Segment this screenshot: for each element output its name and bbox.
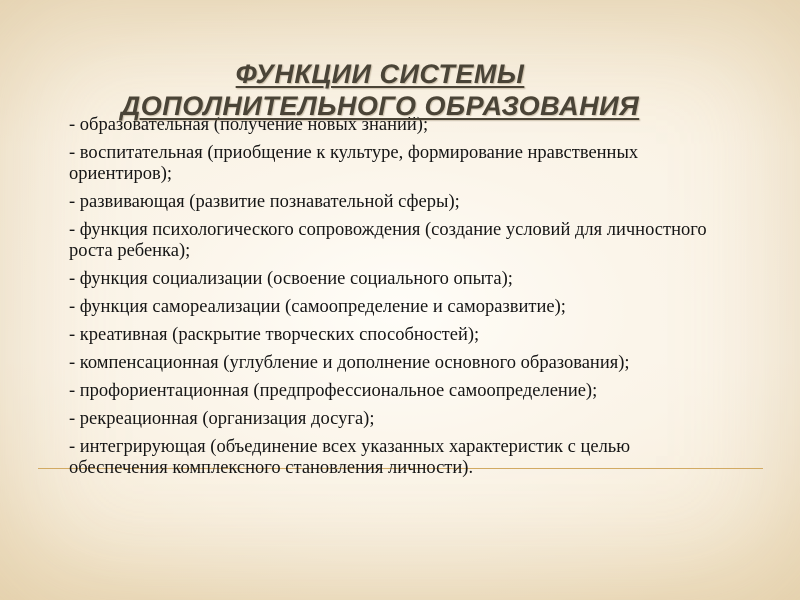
list-item: - функция психологического сопровождения (создание условий для личностного роста ребенка); [69,220,707,261]
list-item: - функция самореализации (самоопределение и саморазвитие); [69,297,566,317]
slide-title-line-2: ДОПОЛНИТЕЛЬНОГО ОБРАЗОВАНИЯ [120,91,640,121]
list-item: - воспитательная (приобщение к культуре, формирование нравственных ориентиров); [69,143,639,184]
list-item: - развивающая (развитие познавательной сферы); [69,192,460,212]
list-item: - рекреационная (организация досуга); [69,409,375,429]
list-item: - компенсационная (углубление и дополнение основного образования); [69,353,630,373]
list-item: - профориентационная (предпрофессиональное самоопределение); [69,381,598,401]
list-item: - образовательная (получение новых знаний); [69,115,429,135]
slide-title-line-1: ФУНКЦИИ СИСТЕМЫ [235,59,525,89]
list-item: - функция социализации (освоение социального опыта); [69,269,513,289]
list-item: - интегрирующая (объединение всех указанных характеристик с целью обеспечения комплексного становления личности). [69,437,631,478]
slide-title [100,58,660,122]
functions-list [69,115,719,486]
list-item: - креативная (раскрытие творческих способностей); [69,325,480,345]
